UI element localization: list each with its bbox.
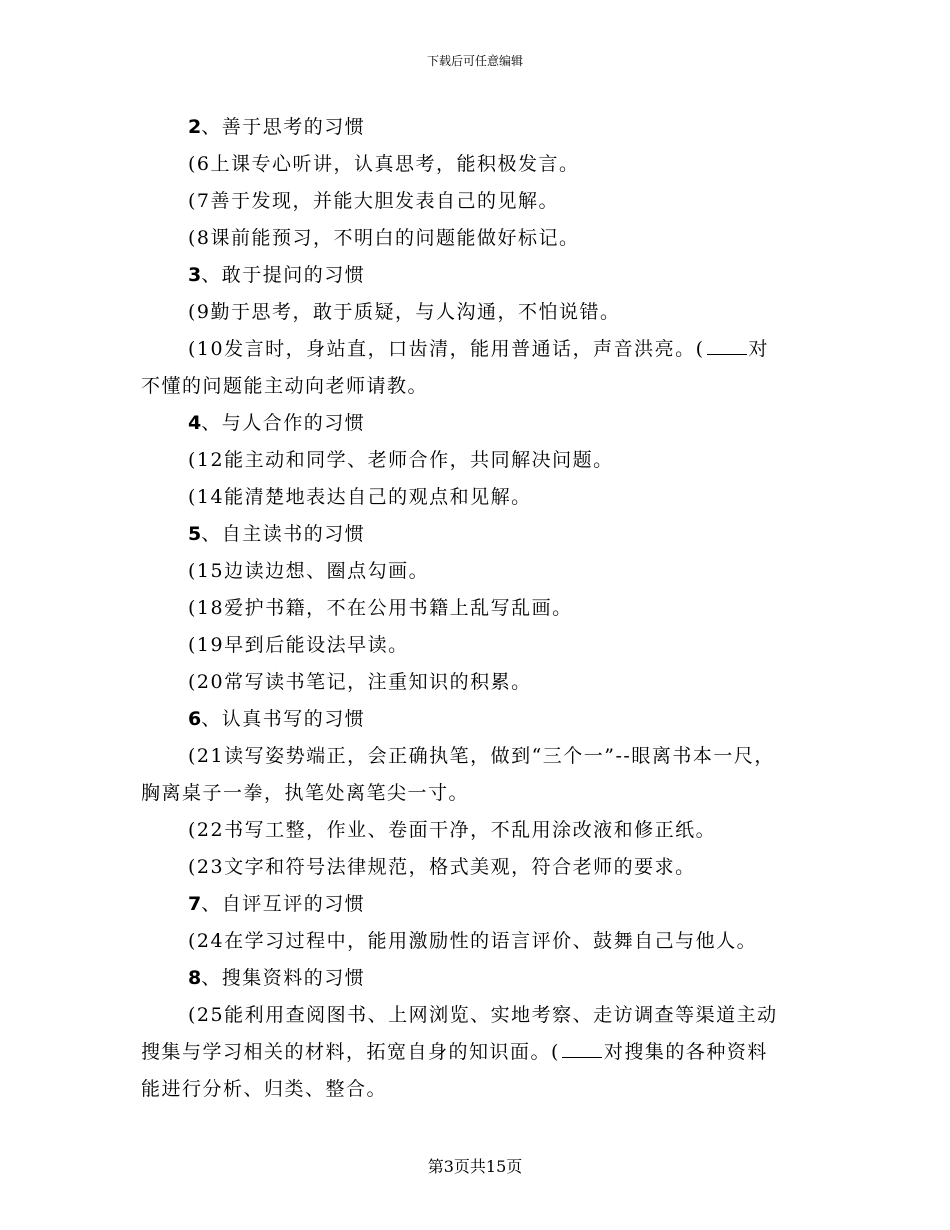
document-body <box>141 109 841 1108</box>
item-8: (8课前能预习，不明白的问题能做好标记。 <box>188 227 580 249</box>
section-number: 5 <box>188 523 202 545</box>
section-number: 7 <box>188 893 202 915</box>
item-25-text-end: 对搜集的各种资料 <box>603 1041 768 1063</box>
section-title: 、自评互评的习惯 <box>201 893 366 915</box>
section-number: 4 <box>188 412 202 434</box>
item-19: (19早到后能设法早读。 <box>188 634 409 656</box>
item-18: (18爱护书籍，不在公用书籍上乱写乱画。 <box>188 597 573 619</box>
section-number: 3 <box>188 264 202 286</box>
item-25-last-line: 能进行分析、归类、整合。 <box>141 1078 388 1100</box>
item-21-continued: 胸离桌子一拳，执笔处离笔尖一寸。 <box>141 782 470 804</box>
item-25: (25能利用查阅图书、上网浏览、实地考察、走访调查等渠道主动 <box>188 1004 778 1026</box>
page-footer: 第3页共15页 <box>427 1157 523 1176</box>
section-heading-7 <box>141 886 841 923</box>
section-heading-5 <box>141 516 841 553</box>
section-title: 、认真书写的习惯 <box>201 708 366 730</box>
item-10-text-end: 对 <box>748 338 770 360</box>
item-9: (9勤于思考，敢于质疑，与人沟通，不怕说错。 <box>188 301 621 323</box>
item-22: (22书写工整，作业、卷面干净，不乱用涂改液和修正纸。 <box>188 819 717 841</box>
section-number: 6 <box>188 708 202 730</box>
section-title: 、与人合作的习惯 <box>201 412 366 434</box>
section-number: 8 <box>188 967 202 989</box>
item-14: (14能清楚地表达自己的观点和见解。 <box>188 486 532 508</box>
item-25-continued <box>141 1034 841 1071</box>
item-24: (24在学习过程中，能用激励性的语言评价、鼓舞自己与他人。 <box>188 930 758 952</box>
item-10-continued: 不懂的问题能主动向老师请教。 <box>141 375 429 397</box>
item-10-text: (10发言时，身站直，口齿清，能用普通话，声音洪亮。( <box>188 338 705 360</box>
fill-blank <box>707 336 747 355</box>
section-title: 、敢于提问的习惯 <box>201 264 366 286</box>
section-title: 、搜集资料的习惯 <box>201 967 366 989</box>
section-title: 、善于思考的习惯 <box>201 116 366 138</box>
section-title: 、自主读书的习惯 <box>201 523 366 545</box>
section-number: 2 <box>188 116 202 138</box>
item-6: (6上课专心听讲，认真思考，能积极发言。 <box>188 153 580 175</box>
section-heading-6 <box>141 701 841 738</box>
item-20: (20常写读书笔记，注重知识的积累。 <box>188 671 532 693</box>
item-15: (15边读边想、圈点勾画。 <box>188 560 430 582</box>
page-header: 下载后可任意编辑 <box>426 54 523 68</box>
fill-blank <box>562 1039 602 1058</box>
section-heading-2 <box>141 109 841 146</box>
section-heading-4 <box>141 405 841 442</box>
item-10 <box>141 331 841 368</box>
item-23: (23文字和符号法律规范，格式美观，符合老师的要求。 <box>188 856 696 878</box>
item-25-text: 搜集与学习相关的材料，拓宽自身的知识面。( <box>141 1041 560 1063</box>
item-12: (12能主动和同学、老师合作，共同解决问题。 <box>188 449 614 471</box>
item-21: (21读写姿势端正，会正确执笔，做到“三个一”--眼离书本一尺， <box>188 745 775 767</box>
section-heading-8 <box>141 960 841 997</box>
section-heading-3 <box>141 257 841 294</box>
item-7: (7善于发现，并能大胆发表自己的见解。 <box>188 190 560 212</box>
